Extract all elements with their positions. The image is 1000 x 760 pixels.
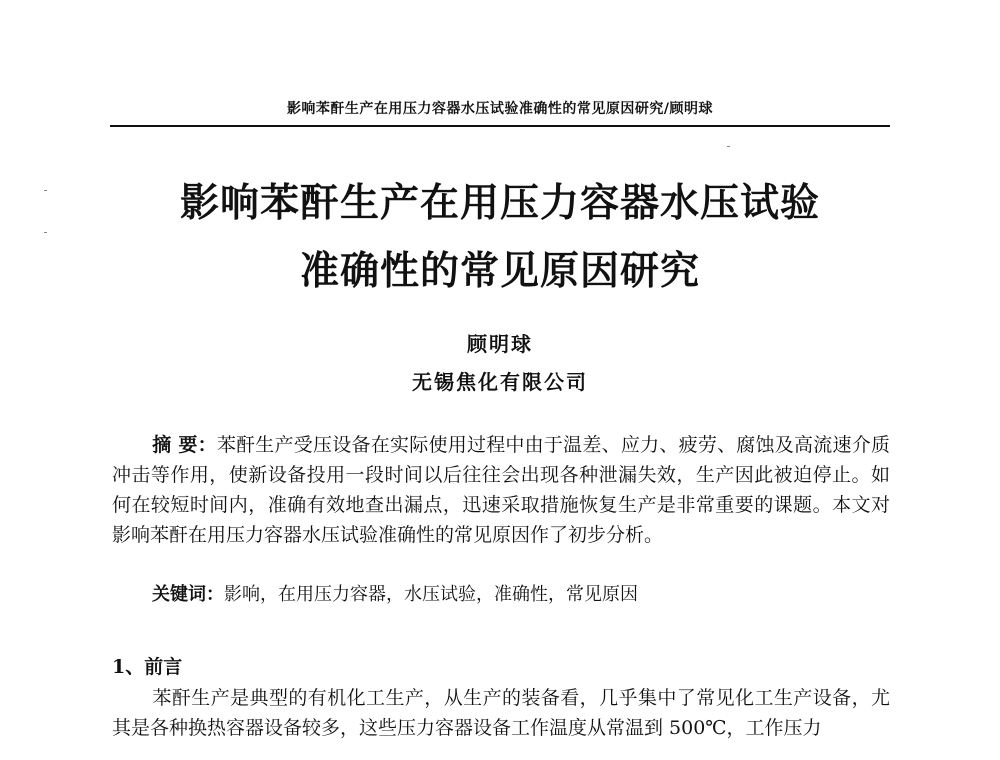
author-affiliation: 无锡焦化有限公司: [412, 370, 588, 394]
abstract-label: 摘 要：: [152, 434, 217, 456]
scan-speck: [44, 190, 47, 191]
introduction-paragraph: [112, 683, 890, 743]
keywords-label: 关键词：: [152, 584, 224, 605]
introduction-text: 苯酐生产是典型的有机化工生产，从生产的装备看，几乎集中了常见化工生产设备，尤其是各种换热容器设备较多，这些压力容器设备工作温度从常温到 500℃，工作压力: [112, 687, 890, 739]
paper-title-line-2: 准确性的常见原因研究: [299, 248, 700, 294]
running-header: 影响苯酐生产在用压力容器水压试验准确性的常见原因研究/顾明球: [286, 101, 714, 117]
author-name: 顾明球: [467, 332, 533, 356]
section-heading-introduction: 1、前言: [112, 656, 183, 678]
keywords: [112, 580, 890, 610]
scan-speck: [44, 232, 47, 233]
header-rule: [110, 125, 890, 127]
abstract-text: 苯酐生产受压设备在实际使用过程中由于温差、应力、疲劳、腐蚀及高流速介质冲击等作用，使新设备投用一段时间以后往往会出现各种泄漏失效，生产因此被迫停止。如何在较短时间内，准确有效地查出漏点，迅速采取措施恢复生产是非常重要的课题。本文对影响苯酐在用压力容器水压试验准确性的常见原因作了初步分析。: [112, 434, 890, 546]
scan-speck: [727, 146, 730, 147]
paper-title-line-1: 影响苯酐生产在用压力容器水压试验: [179, 180, 820, 226]
abstract: [112, 430, 890, 550]
keywords-text: 影响，在用压力容器，水压试验，准确性，常见原因: [224, 584, 638, 605]
